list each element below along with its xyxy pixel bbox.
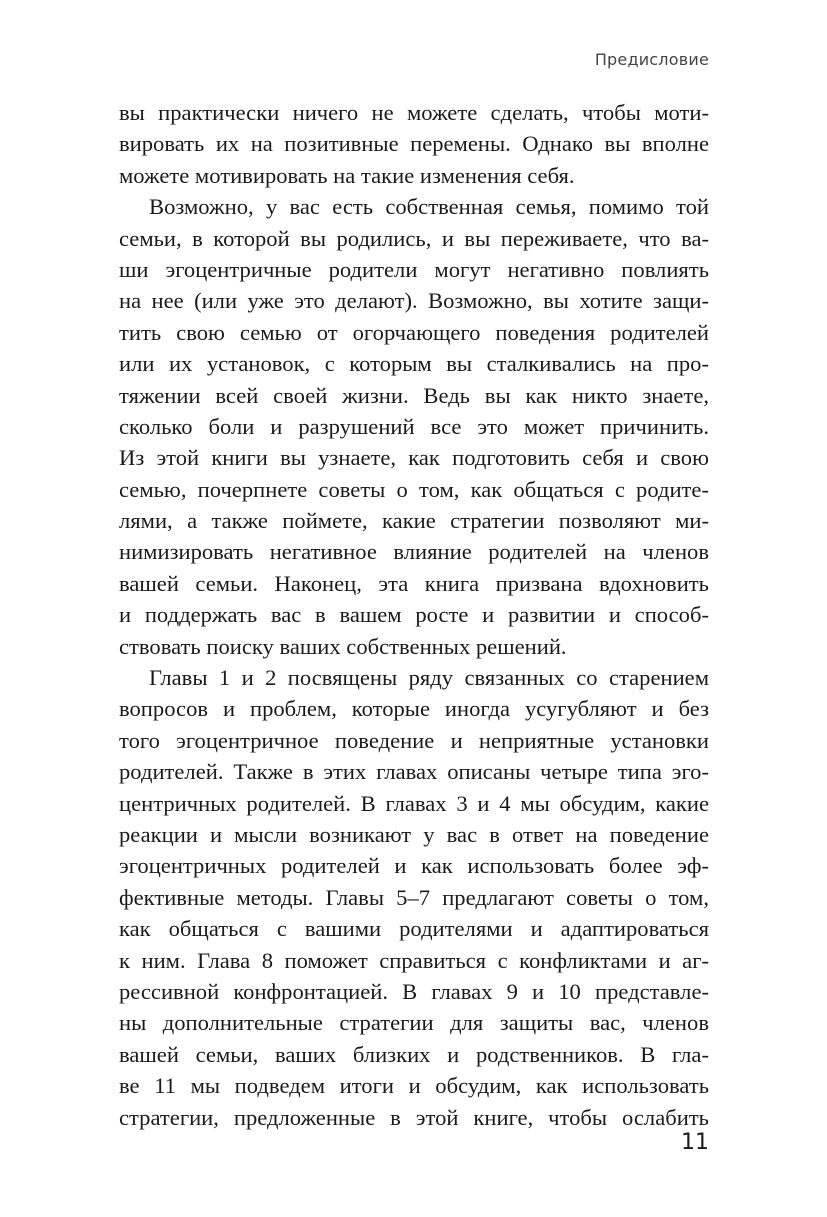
text-line: лями, а также поймете, какие стратегии позволяют ми- (119, 508, 709, 534)
page-number: 11 (681, 1130, 709, 1155)
text-line: ны дополнительные стратегии для защиты вас, членов (119, 1010, 709, 1036)
text-line: того эгоцентричное поведение и неприятные установки (119, 727, 709, 753)
text-line: как общаться с вашими родителями и адаптироваться (119, 916, 709, 942)
text-line: вашей семьи. Наконец, эта книга призвана вдохновить (119, 570, 709, 596)
text-line: семьи, в которой вы родились, и вы переживаете, что ва- (119, 225, 709, 251)
text-line: вопросов и проблем, которые иногда усугубляют и без (119, 696, 709, 722)
running-head: Предисловие (594, 50, 709, 69)
text-line: фективные методы. Главы 5–7 предлагают советы о том, (119, 884, 709, 910)
text-line: стратегии, предложенные в этой книге, чтобы ослабить (119, 1104, 709, 1130)
text-line: нимизировать негативное влияние родителей на членов (119, 539, 709, 565)
text-line: рессивной конфронтацией. В главах 9 и 10 представле- (119, 978, 709, 1004)
text-line: Главы 1 и 2 посвящены ряду связанных со старением (149, 665, 709, 691)
text-line: тить свою семью от огорчающего поведения родителей (119, 319, 709, 345)
text-line: ве 11 мы подведем итоги и обсудим, как использовать (119, 1073, 709, 1099)
text-line: эгоцентричных родителей и как использовать более эф- (119, 853, 709, 879)
text-line: или их установок, с которым вы сталкивались на про- (119, 351, 709, 377)
text-line: семью, почерпнете советы о том, как общаться с родите- (119, 476, 709, 502)
text-line: центричных родителей. В главах 3 и 4 мы обсудим, какие (119, 790, 709, 816)
text-line: на нее (или уже это делают). Возможно, вы хотите защи- (119, 288, 709, 314)
body-text (119, 97, 709, 1133)
text-line: и поддержать вас в вашем росте и развитии и способ- (119, 602, 709, 628)
text-line: Возможно, у вас есть собственная семья, помимо той (149, 194, 709, 220)
text-line: к ним. Глава 8 поможет справиться с конфликтами и аг- (119, 947, 709, 973)
text-line: ствовать поиску ваших собственных решений. (119, 633, 567, 659)
text-line: вировать их на позитивные перемены. Однако вы вполне (119, 131, 709, 157)
text-line: тяжении всей своей жизни. Ведь вы как никто знаете, (119, 382, 709, 408)
text-line: родителей. Также в этих главах описаны четыре типа эго- (119, 759, 709, 785)
text-line: ши эгоцентричные родители могут негативно повлиять (119, 256, 709, 282)
text-line: реакции и мысли возникают у вас в ответ на поведение (119, 821, 709, 847)
text-line: Из этой книги вы узнаете, как подготовить себя и свою (119, 445, 709, 471)
text-line: можете мотивировать на такие изменения себя. (119, 162, 575, 188)
text-line: сколько боли и разрушений все это может причинить. (119, 413, 709, 439)
text-line: вы практически ничего не можете сделать, чтобы моти- (119, 100, 709, 125)
text-line: вашей семьи, ваших близких и родственников. В гла- (119, 1041, 709, 1067)
